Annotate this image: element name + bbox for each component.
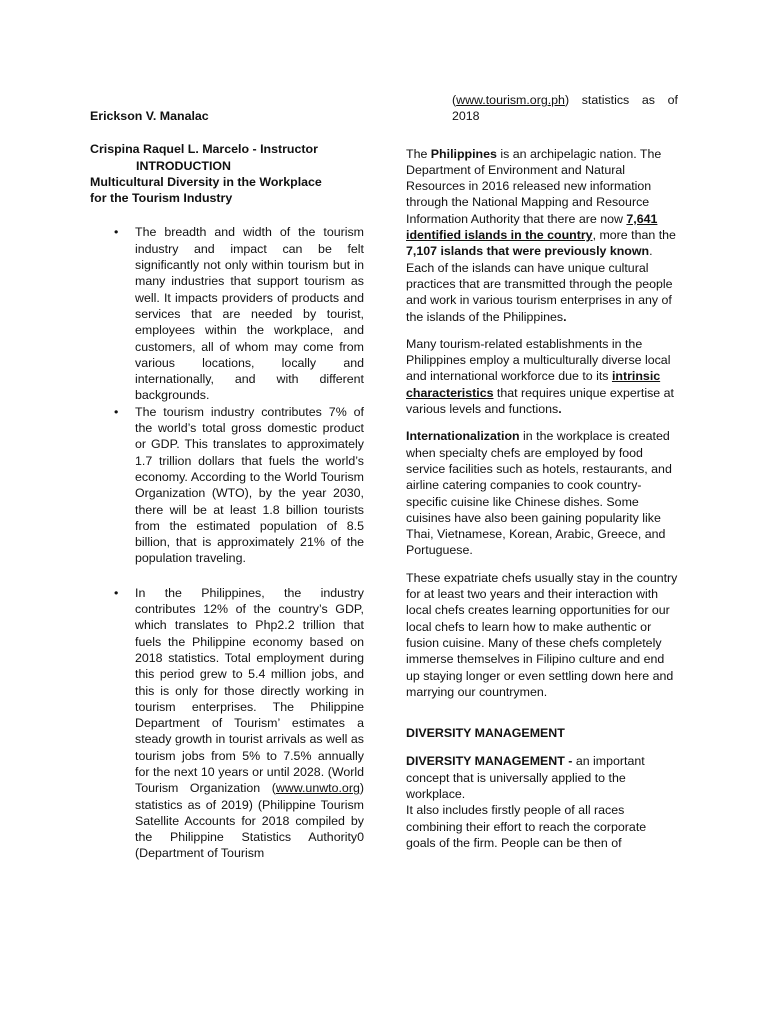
- continued-citation: [452, 92, 678, 125]
- text: , more than the: [592, 228, 676, 243]
- bullet-icon: •: [114, 404, 119, 419]
- paragraph-internationalization: [406, 428, 678, 558]
- section-heading-diversity-management: DIVERSITY MANAGEMENT: [406, 726, 565, 741]
- document-title-line-2: for the Tourism Industry: [90, 191, 233, 206]
- bold-intrinsic-characteristics: intrinsic characteristics: [406, 369, 661, 400]
- instructor-name: Crispina Raquel L. Marcelo - Instructor: [90, 142, 318, 157]
- section-heading-introduction: INTRODUCTION: [136, 158, 231, 173]
- text: in the workplace is created when specialty chefs are employed by food service facilities such as hotels, restaurants, and airline catering companies to cook country-specific cuisine like Chinese dishes. Some cuisines have also been gaining popularity like Thai, Vietnamese, Korean, Arabic, Greece, and Portuguese.: [406, 429, 672, 558]
- text: an important concept that is universally applied to the workplace.: [406, 754, 645, 801]
- text: is an archipelagic nation. The Department of Environment and Natural Resources in 2016 released new information through the National Mapping and Resource Information Authority that there are now: [406, 146, 662, 226]
- bold-diversity-management: DIVERSITY MANAGEMENT -: [406, 754, 573, 769]
- list-item: [90, 224, 364, 403]
- unwto-link[interactable]: www.unwto.org: [275, 781, 360, 796]
- text: . Each of the islands can have unique cultural practices that are transmitted through the people and work in various tourism enterprises in any of the islands of the Philippines: [406, 244, 673, 324]
- bold-islands-count: 7,641 identified islands in the country: [406, 211, 658, 243]
- bullet-icon: •: [114, 585, 119, 600]
- paragraph-diversity-races: It also includes firstly people of all races combining their effort to reach the corporate goals of the firm. People can be then of: [406, 803, 647, 850]
- citation-text: ) statistics as of 2018: [452, 93, 678, 124]
- list-item: [90, 585, 364, 862]
- paragraph-philippines: [406, 146, 678, 325]
- bullet-text-continued: ) statistics as of 2019) (Philippine Tourism Satellite Accounts for 2018 compiled by the Philippine Statistics Authority0 (Department of Tourism: [135, 781, 364, 861]
- author-name: Erickson V. Manalac: [90, 109, 209, 123]
- text: The: [406, 146, 431, 161]
- right-column: [406, 92, 678, 851]
- bullet-icon: •: [114, 225, 119, 240]
- bold-period: .: [563, 309, 567, 324]
- bold-internationalization: Internationalization: [406, 429, 520, 444]
- citation-paren: (: [452, 93, 457, 107]
- bullet-text: In the Philippines, the industry contributes 12% of the country’s GDP, which translates to Php2.2 trillion that fuels the Philippine economy based on 2018 statistics. Total employment during this period grew to 5.4 million jobs, and this is only for those directly working in tourism enterprises. The Philippine Department of Tourism’ estimates a steady growth in tourist arrivals as well as tourism jobs from 5% to 7.5% annually for the next 10 years or until 2028. (World Tourism Organization (: [135, 585, 364, 796]
- paragraph-expatriate-chefs: These expatriate chefs usually stay in the country for at least two years and their interaction with local chefs creates learning opportunities for our local chefs to learn how to make authentic or fusion cuisine. Many of these chefs completely immerse themselves in Filipino culture and end up staying longer or even settling down here and marrying our countrymen.: [406, 570, 678, 699]
- paragraph-establishments: [406, 336, 678, 417]
- document-title-line-1: Multicultural Diversity in the Workplace: [90, 174, 322, 189]
- text: Many tourism-related establishments in the Philippines employ a multiculturally diverse local and international workforce due to its: [406, 336, 671, 384]
- bullet-text: The breadth and width of the tourism industry and impact can be felt significantly not only within tourism but in many industries that support tourism as well. It impacts providers of products and services that are needed by tourist, employees within the workplace, and customers, all of whom may come from various locations, locally and internationally, and with different backgrounds.: [135, 225, 364, 403]
- list-item: [90, 404, 364, 567]
- bold-previous-islands: 7,107 islands that were previously known: [406, 244, 650, 259]
- text: that requires unique expertise at various levels and functions: [406, 385, 674, 417]
- left-column: [90, 108, 364, 862]
- bold-period: .: [558, 402, 562, 417]
- bold-philippines: Philippines: [430, 146, 497, 161]
- paragraph-diversity-definition: [406, 753, 678, 802]
- bullet-text: The tourism industry contributes 7% of the world’s total gross domestic product or GDP. This translates to approximately 1.7 trillion dollars that fuels the world’s economy. According to the World Tourism Organization (WTO), by the year 2030, there will be at least 1.8 billion tourists from the estimated population of 8.5 billion, that is approximately 21% of the population traveling.: [135, 404, 364, 566]
- bullet-list: [90, 224, 364, 861]
- tourism-org-link[interactable]: www.tourism.org.ph: [456, 93, 565, 107]
